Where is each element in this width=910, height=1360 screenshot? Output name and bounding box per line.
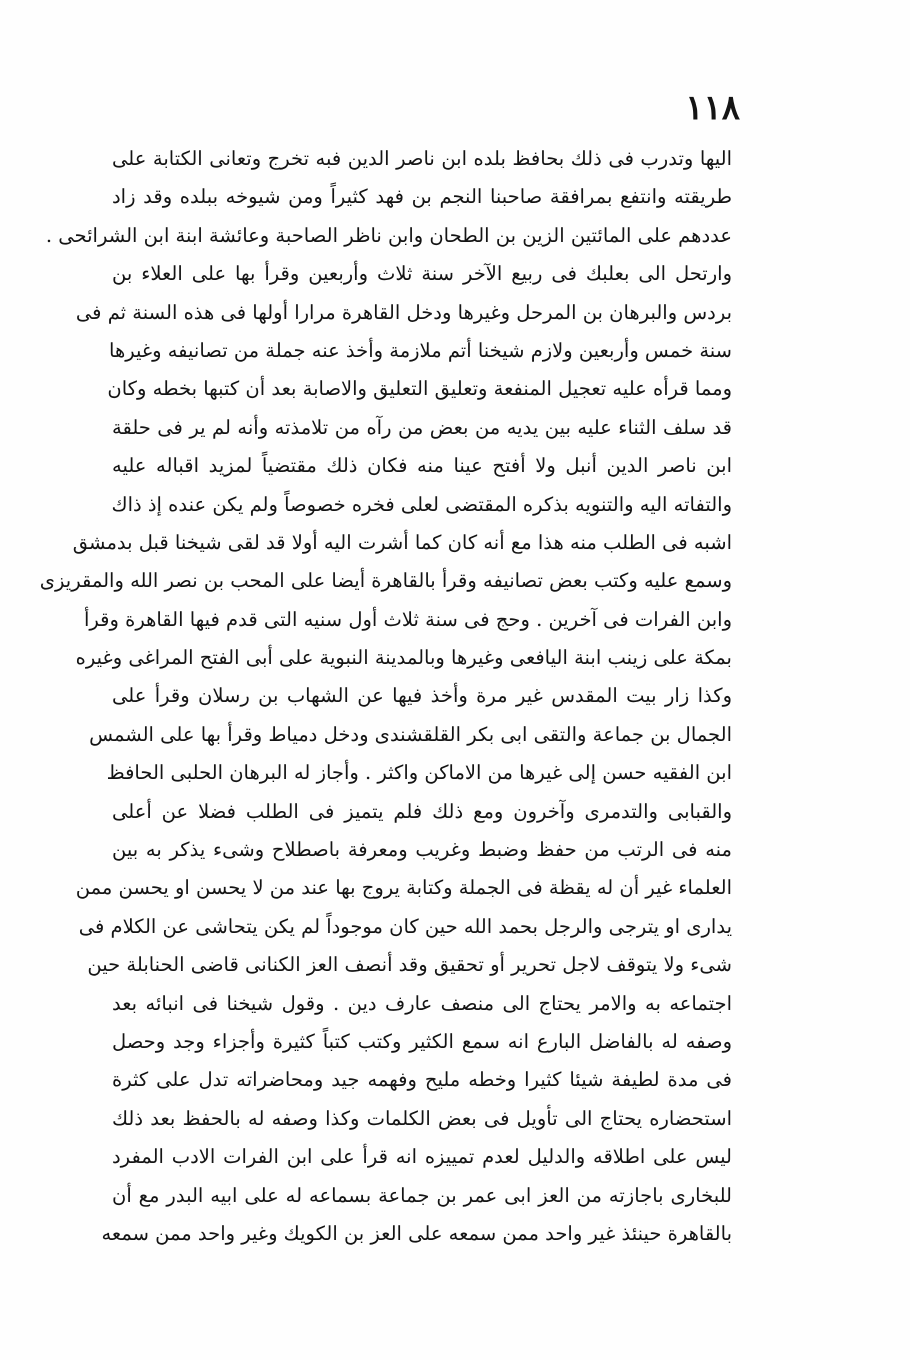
text-line: وصفه له بالفاضل البارع انه سمع الكثير وكتب كتباً كثيرة وأجزاء وجد وحصل: [112, 1029, 732, 1053]
text-line: منه فى الرتب من حفظ وضبط وغريب ومعرفة باصطلاح وشىء يذكر به بين: [112, 838, 732, 862]
text-line: فى مدة لطيفة شيئا كثيرا وخطه مليح وفهمه جيد ومحاضراته تدل على كثرة: [112, 1068, 732, 1092]
text-line: قد سلف الثناء عليه بين يديه من بعض من رآه من تلامذته وأنه لم ير فى حلقة: [112, 415, 732, 439]
text-line: وكذا زار بيت المقدس غير مرة وأخذ فيها عن الشهاب بن رسلان وقرأ على: [112, 684, 732, 708]
text-line: اليها وتدرب فى ذلك بحافظ بلده ابن ناصر الدين فبه تخرج وتعانى الكتابة على: [112, 147, 732, 170]
text-line: اجتماعه به والامر يحتاج الى منصف عارف دين . وقول شيخنا فى انبائه بعد: [112, 991, 732, 1015]
text-line: اشبه فى الطلب منه هذا مع أنه كان كما أشرت اليه أولا قد لقى شيخنا قبل بدمشق: [72, 530, 732, 554]
body-text: [39, 140, 732, 1253]
text-line: بمكة على زينب ابنة اليافعى وغيرها وبالمدينة النبوية على أبى الفتح المراغى وغيره: [75, 646, 732, 670]
text-line: استحضاره يحتاج الى تأويل فى بعض الكلمات وكذا وصفه له بالحفظ بعد ذلك: [112, 1106, 732, 1130]
text-line: طريقته وانتفع بمرافقة صاحبنا النجم بن فهد كثيراً ومن شيوخه ببلده وقد زاد: [112, 185, 732, 209]
text-line: ليس على اطلاقه والدليل لعدم تمييزه انه قرأ على ابن الفرات الادب المفرد: [112, 1145, 732, 1169]
text-line: وارتحل الى بعلبك فى ربيع الآخر سنة ثلاث وأربعين وقرأ بها على العلاء بن: [112, 262, 732, 286]
text-line: سنة خمس وأربعين ولازم شيخنا أتم ملازمة وأخذ عنه جملة من تصانيفه وغيرها: [109, 338, 732, 362]
text-line: عددهم على المائتين الزين بن الطحان وابن ناظر الصاحبة وعائشة ابنة ابن الشرائحى .: [45, 223, 732, 247]
text-line: بردس والبرهان بن المرحل وغيرها ودخل القاهرة مرارا أولها فى هذه السنة ثم فى: [75, 300, 732, 324]
text-line: وسمع عليه وكتب بعض تصانيفه وقرأ بالقاهرة أيضا على المحب بن نصر الله والمقريزى: [39, 569, 732, 593]
text-line: للبخارى باجازته من العز ابى عمر بن جماعة بسماعه له على ابيه البدر مع أن: [112, 1183, 732, 1207]
text-line: ابن ناصر الدين أنبل ولا أفتح عينا منه فكان ذلك مقتضياً لمزيد اقباله عليه: [112, 454, 732, 478]
text-line: بالقاهرة حينئذ غير واحد ممن سمعه على العز بن الكويك وغير واحد ممن سمعه: [101, 1221, 732, 1245]
text-line: الجمال بن جماعة والتقى ابى بكر القلقشندى ودخل دمياط وقرأ بها على الشمس: [89, 722, 732, 746]
text-line: والتفاته اليه والتنويه بذكره المقتضى لعلى فخره خصوصاً ولم يكن عنده إذ ذاك: [111, 492, 732, 516]
text-line: ومما قرأه عليه تعجيل المنفعة وتعليق التعليق والاصابة بعد أن كتبها بخطه وكان: [107, 377, 732, 401]
text-line: شىء ولا يتوقف لاجل تحرير أو تحقيق وقد أنصف العز الكنانى قاضى الحنابلة حين: [87, 953, 732, 977]
text-line: يدارى او يترجى والرجل بحمد الله حين كان موجوداً لم يكن يتحاشى عن الكلام فى: [78, 914, 732, 938]
text-line: ابن الفقيه حسن إلى غيرها من الاماكن واكثر . وأجاز له البرهان الحلبى الحافظ: [106, 761, 732, 785]
page-number: ١١٨: [685, 88, 740, 128]
text-line: والقبابى والتدمرى وآخرون ومع ذلك فلم يتميز فى الطلب فضلا عن أعلى: [112, 799, 732, 823]
text-line: العلماء غير أن له يقظة فى الجملة وكتابة يروج بها عند من لا يحسن او يحسن ممن: [75, 876, 732, 900]
text-line: وابن الفرات فى آخرين . وحج فى سنة ثلاث أول سنيه التى قدم فيها القاهرة وقرأ: [83, 607, 732, 631]
